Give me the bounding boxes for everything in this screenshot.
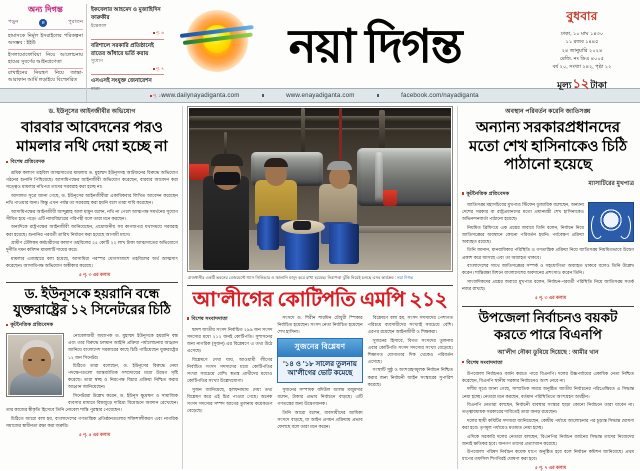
story-body: সংসদে ড. শিরীন শারমিন চৌধুরী স্পিকার নির্বাচিত হয়েছেন। সংসদ নেতা নির্বাচিত হয়েছেন শেখ হাসিনা। [277,314,363,334]
left-column [6,106,182,469]
teaser-item[interactable] [91,75,164,101]
right-column [458,106,634,469]
story-jump-ref[interactable]: ৫ পৃ. ৫ এর কলাম [78,431,111,437]
date-line: বর্ষ ২০, সংখ্যা ২৪২, পৃষ্ঠা ১২ [552,64,612,70]
website-link-epaper[interactable]: www.enayadiganta.com [286,92,355,99]
center-story-column [277,314,362,432]
story-headline: উপজেলা নির্বাচনও বয়কট করতে পারে বিএনপি [478,310,618,342]
teaser-text: বরিশালে সরকারি প্রতিষ্ঠানেই রাতের আঁধারে ভর্তি করায় [91,42,154,58]
teaser-subtext: যাত্রা [91,85,100,91]
story-jump-ref[interactable]: ৫ পৃ. ৩ এর কলাম [78,271,111,277]
bullet-separator-icon [262,94,265,97]
story-subdeck: আ'লীগ নৌকা ডুবিয়ে দিয়েছে : আমীর খান [497,349,599,356]
story-body: নোবেলজয়ী অধ্যাপক ড. মুহাম্মদ ইউনূসকে হয়রানি বন্ধ এবং তার বিরুদ্ধে চলমান আইনি প্রক্রিয়া পর্যালোচনার আহ্বান জানিয়ে বাংলাদেশ সরকারের কাছে চিঠি পাঠিয়েছেন যুক্তরাষ্ট্রের ১২ জন সিনেটর। চিঠিতে তারা বলেছেন, ড. ইউনূসের বিরুদ্ধে নেয়া পদক্ষেপগুলো আন্তর্জাতিক সম্প্রদায়ের মধ্যে উদ্বেগ সৃষ্টি করেছে। তারা স্বচ্ছ ও নিরপেক্ষ বিচার প্রক্রিয়া নিশ্চিত করার আহ্বান জানিয়েছেন। সিনেটররা উল্লেখ করেন, ড. ইউনূস ক্ষুদ্রঋণ ও সামাজিক ব্যবসার মাধ্যমে বিশ্বজুড়ে দারিদ্র্য বিমোচনে অবদান রেখেছেন। তার কাজের স্বীকৃতি হিসেবে তিনি নোবেল শান্তি পুরস্কার পেয়েছেন। চিঠিতে আরো বলা হয়, বাংলাদেশের গণতান্ত্রিক প্রতিষ্ঠানগুলোর শক্তিশালীকরণ এবং নাগরিক সমাজের স্বাধীনতা রক্ষা করা জরুরি। ৫ পৃ. ৫ এর কলাম [6,333,178,437]
story-body: শ্রমিক কল্যাণ তহবিল আত্মসাতের মামলায় ড. মুহাম্মদ ইউনূসসহ আটজনের বিরুদ্ধে অভিযোগ গঠনের শুনানি পিছিয়েছে। আসামিপক্ষের আইনজীবী অভিযোগ করেছেন, বারবার আবেদন করা সত্ত্বেও মামলার নথিপত্র তাদের সরবরাহ করা হচ্ছে না। আদালত সূত্রে জানা গেছে, ড. ইউনূসের আইনজীবীরা একাধিকবার লিখিত আবেদন করেছেন নথি পাওয়ার জন্য। কিন্তু এখন পর্যন্ত তা সরবরাহ করা হয়নি বলে তারা দাবি করেছেন। আসামিপক্ষের আইনজীবী আব্দুল্লাহ আল মামুন বলেন, নথি না পেলে আত্মপক্ষ সমর্থনের সুযোগ সীমিত হয়ে পড়ে। এটি ন্যায়বিচারের পরিপন্থী বলে তারা মনে করছেন। অন্যদিকে রাষ্ট্রপক্ষের আইনজীবী জানিয়েছেন, প্রয়োজনীয় সব কাগজপত্র যথাসময়ে সরবরাহ করা হয়েছে। শুনানির পরবর্তী তারিখ নির্ধারণ করা হয়েছে আগামী মাসে। গ্রামীণ টেলিকম কর্মচারীদের কল্যাণ তহবিলের ২৫ কোটি ২২ লাখ টাকা আত্মসাতের অভিযোগে দুর্নীতি দমন কমিশন মামলাটি দায়ের করে। মামলার এজাহারে বলা হয়েছে, আসামিরা পরস্পর যোগসাজশে তহবিলের অর্থ আত্মসাৎ করেছেন। আসামিপক্ষ অভিযোগ অস্বীকার করেছে। ৫ পৃ. ৩ এর কলাম [6,170,178,277]
story-body: জাতিসঙ্ঘ মহাসচিবের মুখপাত্র স্টিফেন ডুজারিক বলেছেন, অন্যান্য দেশের সরকার বা রাষ্ট্রপ্রধানদের মতো প্রধানমন্ত্রী শেখ হাসিনাকেও অভিনন্দনবার্তা পাঠানো হয়েছে। নিয়মিত ব্রিফিংয়ে এক প্রশ্নের জবাবে তিনি বলেন, নির্বাচন নিয়ে জাতিসঙ্ঘের অবস্থানে কোনো পরিবর্তন হয়নি। পর্যবেক্ষণ প্রক্রিয়া অব্যাহত রয়েছে। তিনি জানান, মানবাধিকার পরিস্থিতি ও গণতান্ত্রিক প্রক্রিয়া নিয়ে জাতিসঙ্ঘ নিয়মিতভাবে উদ্বেগ প্রকাশ করে আসছে এবং তা অব্যাহত থাকবে। বাংলাদেশের সাথে জাতিসঙ্ঘের সম্পর্ক ও সহযোগিতা অব্যাহত থাকবে বলেও তিনি উল্লেখ করেন। শান্তিরক্ষা মিশনে বাংলাদেশের অবদানের প্রশংসাও করেন তিনি। সাংবাদিকদের প্রশ্নের জবাবে মুখপাত্র বলেন, নির্বাচন-পরবর্তী পরিস্থিতি নিয়ে জাতিসঙ্ঘ সতর্ক নজর রাখছে। ৫ পৃ. ৩ এর কলাম [462,201,634,300]
analysis-box-title: সুজনের বিশ্লেষণ [278,339,361,357]
story-byline: বিশেষ প্রতিবেদক [6,159,178,167]
center-story-column [368,314,453,432]
date-line: ঢাকা, ১০ মাঘ ১৪৩০ [560,31,604,37]
story-bottom-right[interactable] [462,310,634,471]
price-label: মূল্য১২টাকা [557,76,607,92]
anyo-nav-read-link[interactable]: পড়ুন [8,19,19,25]
story-bottom-left[interactable] [6,286,178,440]
story-jump-ref[interactable]: ৫ পৃ. ৩ এর কলাম [534,294,567,300]
main-photo [189,108,451,270]
story-top-left[interactable] [6,106,178,278]
anyo-diganta-nav[interactable] [8,19,83,30]
teaser-text: ইকবেলার আহমেদ ও মুজাহিদিন ফারুকীর [91,7,161,22]
analysis-callout-box [277,338,362,383]
story-kicker: অবস্থান পরিবর্তন করেনি জাতিসঙ্ঘ [505,108,591,115]
anyo-item[interactable]: হামাসকে নির্মূল ইসরাইলের পরিকল্পনা অসম্ভব : ইইউ [8,32,83,51]
center-story-columns [187,314,453,432]
story-byline: কূটনৈতিক প্রতিবেদক [6,322,178,330]
story-byline: বিশেষ সংবাদদাতা [462,360,634,368]
photo-credit: নয়া দিগন্ত [397,275,414,280]
date-line: ১১ রজব ১৪৪৫ [565,39,599,46]
page-body [0,103,640,469]
sunrise-logo-icon [186,10,248,72]
section-divider [187,285,453,286]
day-name: বুধবার [566,9,598,23]
story-byline: বিশেষ সংবাদদাতা [187,316,272,324]
teaser-page-ref: পৃ. ১০ [91,93,164,100]
anyo-item[interactable]: রাখাইনের নিয়ন্ত্রণ নিয়ে জান্তা-আরাকান আর্মি লড়াইয়ে বিস্ফোরিত [8,70,83,84]
teaser-page-ref: পৃ. ৭ [91,66,164,73]
date-line: রেজি. নং ডিএ ৪০০৫ [559,55,605,62]
anyo-item[interactable]: ইসলামোফোবিয়া নিয়ে আলোচনায় হামের সুবর্ণের আইনপ্রণেতা [8,50,83,69]
portrait-photo [8,335,62,395]
header-teaser-column [86,4,168,102]
story-center-main[interactable] [187,289,453,432]
story-subdeck: ম্যাসাটিরের মুখপাত্র [588,180,634,187]
story-body: দ্বাদশ জাতীয় সংসদ নির্বাচিত ২৯৯ জন সংসদ সদস্যের মধ্যে ২১২ জনই কোটিপতি। সুশাসনের জন্য নাগরিক (সুজন) এর বিশ্লেষণে এ তথ্য উঠে এসেছে। বিশ্লেষণে দেখা যায়, আওয়ামী লীগের নির্বাচিত সংসদ সদস্যদের মধ্যে কোটিপতির সংখ্যা সবচেয়ে বেশি। স্বতন্ত্র প্রার্থীদের মধ্যেও কোটিপতির সংখ্যা উল্লেখযোগ্য। সুজন জানিয়েছে, হলফনামায় দেয়া তথ্য বিশ্লেষণ করে এই চিত্র পাওয়া গেছে। অনেক সংসদ সদস্যের সম্পদ আগের তুলনায় কয়েকগুণ বেড়েছে। [187,326,273,413]
date-line: ২৪ জানুয়ারি ২০২৪ [561,47,603,54]
story-jump-ref[interactable]: ৫ পৃ. ৭ এর কলাম [534,464,567,470]
anyo-diganta-box [8,4,86,86]
teaser-subtext: সুযোগ [91,58,103,64]
main-photo-frame [187,106,453,272]
teaser-subtext: ইন্তেকাল [91,22,107,28]
united-nations-emblem-icon [588,202,634,242]
photo-caption: রাজধানীর একটি ভবনের বেজমেন্টে গ্যাস সিলিন্ডার ও জ্বালানি মজুদ করে রাখা হয়েছে। নিরাপত্তা ঝুঁকি নিয়েই চলছে এসব কার্যক্রম : নয়া দিগন্ত [188,275,414,280]
date-block [530,4,634,96]
story-body: বিশ্লেষণে বলা হয়, সংসদ সদস্যদের পেশাগত পরিচয়ে ব্যবসায়ীদের সংখ্যাই সবচেয়ে বেশি। এরপর রয়েছেন আইনজীবী ও শিক্ষকরা। সুজনের হিসাবে, বিগত সংসদের তুলনায় এবার কোটিপতি সংসদ সদস্যের সংখ্যা বেড়েছে। শিক্ষাগত যোগ্যতার দিক থেকেও পরিবর্তন এসেছে। সংস্থাটি সুষ্ঠু ও অংশগ্রহণমূলক নির্বাচন নিশ্চিত করার জন্য নির্বাচনী আইন সংস্কারের সুপারিশ করেছে। [367,314,453,387]
center-story-column [187,314,272,432]
teaser-item[interactable] [91,4,164,40]
story-body: সুজনের সম্পাদক বদিউল আলম মজুমদার বলেন, টাকার প্রভাব নির্বাচনে বাড়ছে। এটি গণতন্ত্রের জন্য উদ্বেগজনক। তিনি আরো বলেন, ব্যবসায়ীদের আধিক্য সংসদে বাড়ছে, যা আইন প্রণয়ন প্রক্রিয়ায় প্রভাব ফেলছে বলে তারা মনে করেন। [277,387,363,430]
story-byline: কূটনৈতিক প্রতিবেদক [462,191,634,199]
portrait-photo-frame [6,333,64,397]
story-body: উপজেলা নির্বাচনও বর্জন করতে পারে বিএনপি। দলের উচ্চপর্যায়ের একাধিক নেতা নিশ্চিত করেছেন, বিএনপি স্থানীয় সরকার নির্বাচনেও অংশ নেবে না। দলীয় সূত্রে জানা গেছে, সাম্প্রতিক সময়ে অনুষ্ঠিত জাতীয় নির্বাচনের পরিপ্রেক্ষিতে এ সিদ্ধান্ত নেয়া হচ্ছে। নেতারা মনে করছেন, বর্তমান পরিস্থিতিতে অংশগ্রহণ অর্থহীন। বিএনপি নেতারা বলছেন, নির্বাচনী ব্যবস্থার সংস্কার ছাড়া কোনো নির্বাচনে তারা যাবেন না। তত্ত্বাবধায়ক সরকারের দাবিতেই তারা অনড় রয়েছেন। দলের স্থায়ী কমিটির সদস্যরা জানিয়েছেন, কেন্দ্রীয় পর্যায়ে আলোচনার পর চূড়ান্ত সিদ্ধান্ত ঘোষণা করা হবে। তৃণমূল পর্যায়েও মতামত নেয়া হচ্ছে। এদিকে সরকারি দলের নেতারা বলছেন, বিএনপির নির্বাচন বর্জনের সিদ্ধান্ত তাদের নিজেদের জন্যই ক্ষতিকর হবে। জনগণ তাদের প্রত্যাখ্যান করেছে। উপজেলা পরিষদ নির্বাচন কয়েক ধাপে অনুষ্ঠিত হবে বলে নির্বাচন কমিশন জানিয়েছে। প্রথম ধাপের তফসিল শিগগিরই ঘোষণা করা হবে। ৫ পৃ. ৭ এর কলাম [462,370,634,470]
facebook-link[interactable]: facebook.com/nayadiganta [401,92,479,99]
teaser-page-ref: পৃ. ৬ [91,30,164,37]
center-column [182,106,458,469]
story-headline: বারবার আবেদনের পরও মামলার নথি দেয়া হচ্ছে না [16,120,168,155]
website-link-daily[interactable]: www.dailynayadiganta.com [161,92,240,99]
bullet-separator-icon [377,94,380,97]
teaser-text: এসএসই সংযুক্ত জেনারেশন [91,78,152,85]
paper-title: নয়া দিগন্ত [288,21,462,72]
section-divider [6,282,178,283]
analysis-box-text: '১৪ ও '১৮ সালের তুলনায় আ'লীগের ভোট কমেছে [283,360,357,377]
anyo-diganta-title: অন্য দিগন্ত [28,5,63,14]
teaser-item[interactable] [91,40,164,76]
section-divider [462,306,634,307]
main-red-headline: আ'লীগের কোটিপতি এমপি ২১২ [192,288,448,311]
story-top-right[interactable] [462,106,634,302]
anyo-nav-icon[interactable]: e [39,19,47,27]
anyo-nav-archive-link[interactable]: পুরাতন [68,19,83,25]
masthead-logo-area [168,4,530,90]
story-headline: অন্যান্য সরকারপ্রধানদের মতো শেখ হাসিনাকেও চিঠি পাঠানো হয়েছে [468,120,627,174]
story-kicker: ড. ইউনূসের আইনজীবীর অভিযোগ [48,108,136,115]
story-headline: ড. ইউনূসকে হয়রানি বন্ধে যুক্তরাষ্ট্রের ১২ সিনেটরের চিঠি [13,285,171,318]
